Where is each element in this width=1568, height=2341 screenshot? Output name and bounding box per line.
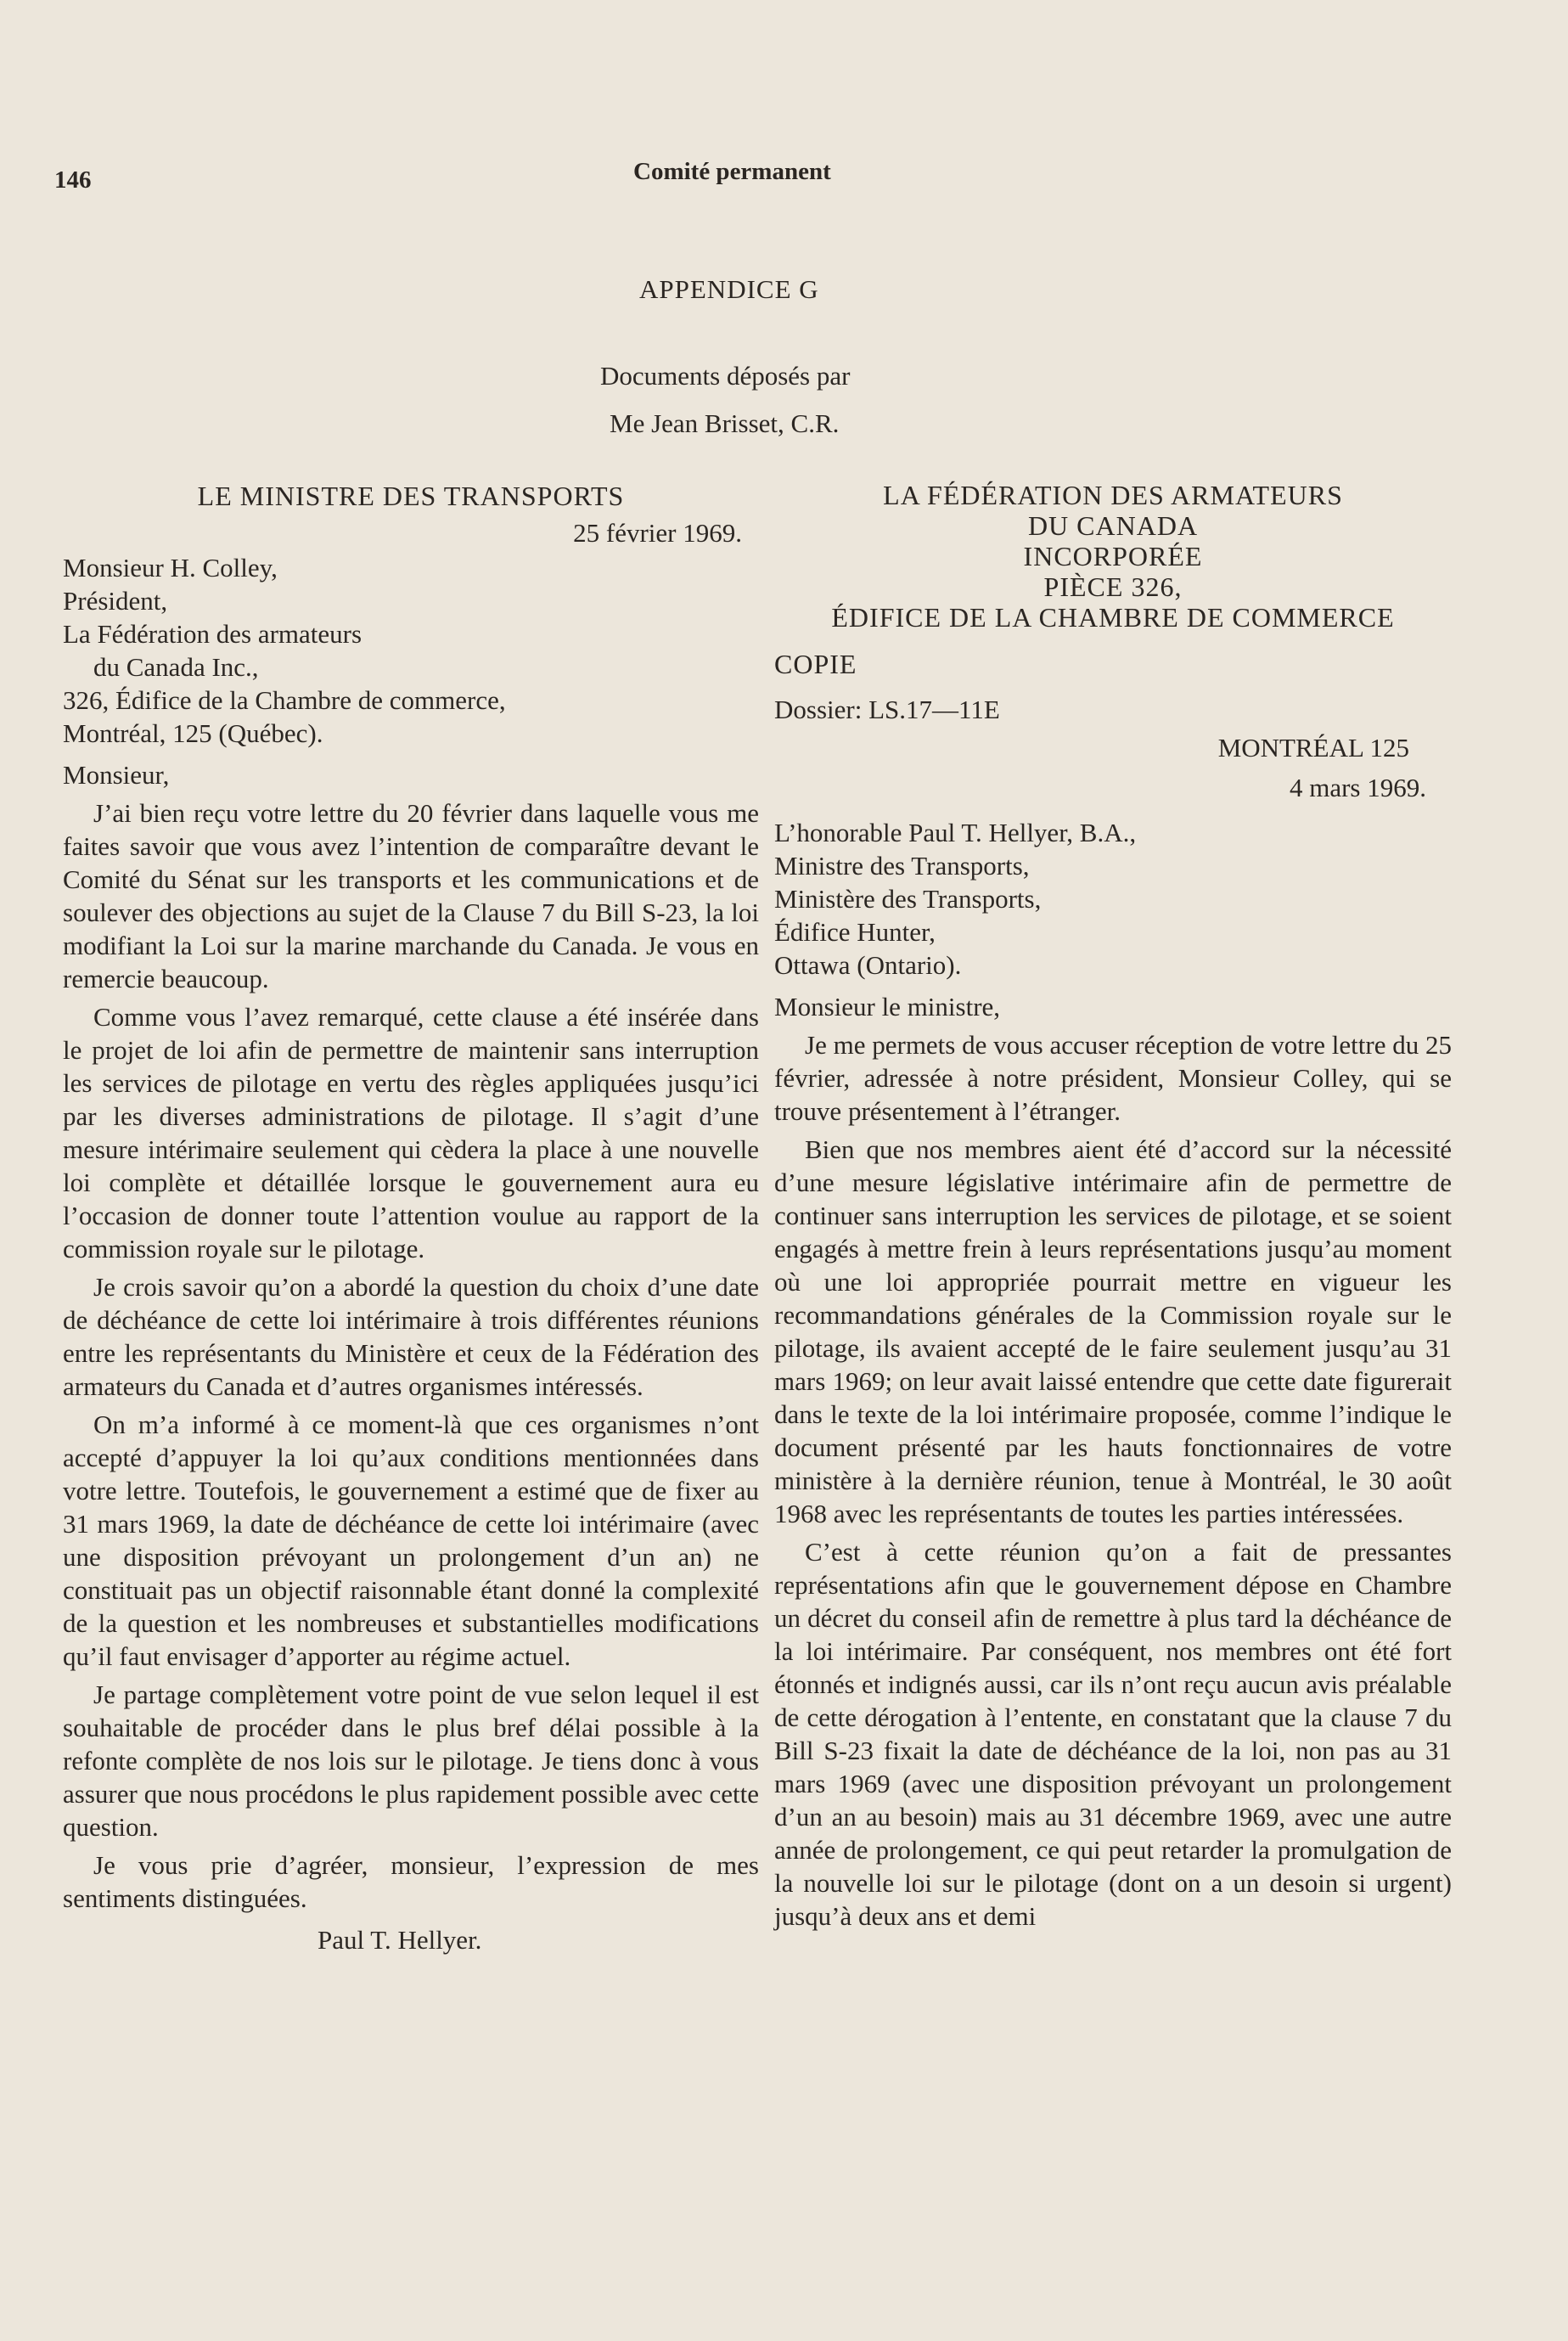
address-line: Monsieur H. Colley, xyxy=(63,553,278,582)
right-heading-line: INCORPORÉE xyxy=(1023,541,1203,571)
address-line: L’honorable Paul T. Hellyer, B.A., xyxy=(774,818,1137,847)
address-line: Président, xyxy=(63,586,168,616)
address-line: Ministre des Transports, xyxy=(774,851,1030,881)
address-line: du Canada Inc., xyxy=(93,652,259,682)
right-date: 4 mars 1969. xyxy=(1289,773,1426,802)
address-line: Montréal, 125 (Québec). xyxy=(63,718,323,748)
page-number: 146 xyxy=(54,166,92,194)
right-heading-line: PIÈCE 326, xyxy=(1043,571,1183,602)
right-address xyxy=(774,816,1452,982)
right-paragraph: C’est à cette réunion qu’on a fait de pressantes représentations afin que le gouvernement dépose en Chambre un décret du conseil afin de remettre à plus tard la déchéance de la loi intérimaire. Par conséquent, nos membres ont été fort étonnés et indignés aussi, car ils n’ont reçu aucun avis préalable de cette dérogation à l’entente, en constatant que la clause 7 du Bill S-23 fixait la date de déchéance de la loi, non pas au 31 mars 1969 (avec une disposition prévoyant un prolongement d’un an au besoin) mais au 31 décembre 1969, avec une autre année de prolongement, ce qui peut retarder la promulgation de la nouvelle loi sur le pilotage (dont on a un desoin si urgent) jusqu’à deux ans et demi xyxy=(774,1537,1452,1931)
address-line: La Fédération des armateurs xyxy=(63,619,362,649)
left-paragraph: Je partage complètement votre point de vue selon lequel il est souhaitable de procéder dans le plus bref délai possible à la refonte complète de nos lois sur le pilotage. Je tiens donc à vous assurer que nous procédons le plus rapidement possible avec cette question. xyxy=(63,1680,759,1842)
left-paragraph: J’ai bien reçu votre lettre du 20 février dans laquelle vous me faites savoir que vous avez l’intention de comparaître devant le Comité du Sénat sur les transports et les communications et de soulever des objections au sujet de la Clause 7 du Bill S-23, la loi modifiant la Loi sur la marine marchande du Canada. Je vous en remercie beaucoup. xyxy=(63,798,759,993)
address-line: Ottawa (Ontario). xyxy=(774,950,962,980)
left-signature: Paul T. Hellyer. xyxy=(318,1925,482,1955)
right-dossier: Dossier: LS.17—11E xyxy=(774,695,1000,724)
left-paragraph: Je crois savoir qu’on a abordé la question du choix d’une date de déchéance de cette loi intérimaire à trois différentes réunions entre les représentants du Ministère et ceux de la Fédération des armateurs du Canada et d’autres organismes intéressés. xyxy=(63,1272,759,1401)
right-copie: COPIE xyxy=(774,649,857,679)
right-salutation: Monsieur le ministre, xyxy=(774,992,1001,1021)
right-paragraph: Bien que nos membres aient été d’accord sur la nécessité d’une mesure législative intérimaire afin de permettre de continuer sans interruption les services de pilotage, et se soient engagés à mettre frein à leurs représentations jusqu’au moment où une loi appropriée pourrait mettre en vigueur les recommandations générales de la Commission royale sur le pilotage, ils avaient accepté de le faire seulement jusqu’au 31 mars 1969; on leur avait laissé entendre que cette date figurerait dans le texte de la loi intérimaire proposée, comme l’indique le document présenté par les hauts fonctionnaires de votre ministère à la dernière réunion, tenue à Montréal, le 30 août 1968 avec les représentants de toutes les parties intéressées. xyxy=(774,1134,1452,1528)
left-address xyxy=(63,551,759,750)
appendix-title: APPENDICE G xyxy=(639,274,819,304)
left-paragraph: On m’a informé à ce moment-là que ces organismes n’ont accepté d’appuyer la loi qu’aux conditions mentionnées dans votre lettre. Toutefois, le gouvernement a estimé que de fixer au 31 mars 1969, la date de déchéance de cette loi intérimaire (avec une disposition prévoyant un prolongement d’un an) ne constituait pas un objectif raisonnable étant donné la complexité de la question et les nombreuses et substantielles modifications qu’il faut envisager d’apporter au régime actuel. xyxy=(63,1410,759,1671)
right-heading-line: DU CANADA xyxy=(1027,510,1199,541)
right-heading xyxy=(774,480,1452,633)
deposit-line-1: Documents déposés par xyxy=(600,361,851,391)
right-letter xyxy=(774,480,1452,1938)
running-title: Comité permanent xyxy=(633,158,831,185)
deposit-line-2: Me Jean Brisset, C.R. xyxy=(610,408,840,438)
left-salutation: Monsieur, xyxy=(63,760,170,790)
right-heading-line: ÉDIFICE DE LA CHAMBRE DE COMMERCE xyxy=(831,602,1395,633)
right-heading-line: LA FÉDÉRATION DES ARMATEURS xyxy=(883,480,1343,510)
left-date: 25 février 1969. xyxy=(573,518,742,548)
left-paragraph: Je vous prie d’agréer, monsieur, l’expression de mes sentiments distinguées. xyxy=(63,1850,759,1913)
right-paragraph: Je me permets de vous accuser réception de votre lettre du 25 février, adressée à notre président, Monsieur Colley, qui se trouve présentement à l’étranger. xyxy=(774,1030,1452,1126)
address-line: 326, Édifice de la Chambre de commerce, xyxy=(63,685,506,715)
left-heading: LE MINISTRE DES TRANSPORTS xyxy=(197,481,625,511)
left-paragraph: Comme vous l’avez remarqué, cette clause a été insérée dans le projet de loi afin de permettre de maintenir sans interruption les services de pilotage en vertu des règles appliquées jusqu’ici par les diverses administrations de pilotage. Il s’agit d’une mesure intérimaire seulement qui cèdera la place à une nouvelle loi complète et détaillée lorsque le gouvernement aura eu l’occasion de donner toute l’attention voulue au rapport de la commission royale sur le pilotage. xyxy=(63,1002,759,1263)
address-line: Ministère des Transports, xyxy=(774,884,1042,914)
left-letter xyxy=(63,480,759,1956)
address-line: Édifice Hunter, xyxy=(774,917,936,947)
right-city: MONTRÉAL 125 xyxy=(1217,733,1409,763)
